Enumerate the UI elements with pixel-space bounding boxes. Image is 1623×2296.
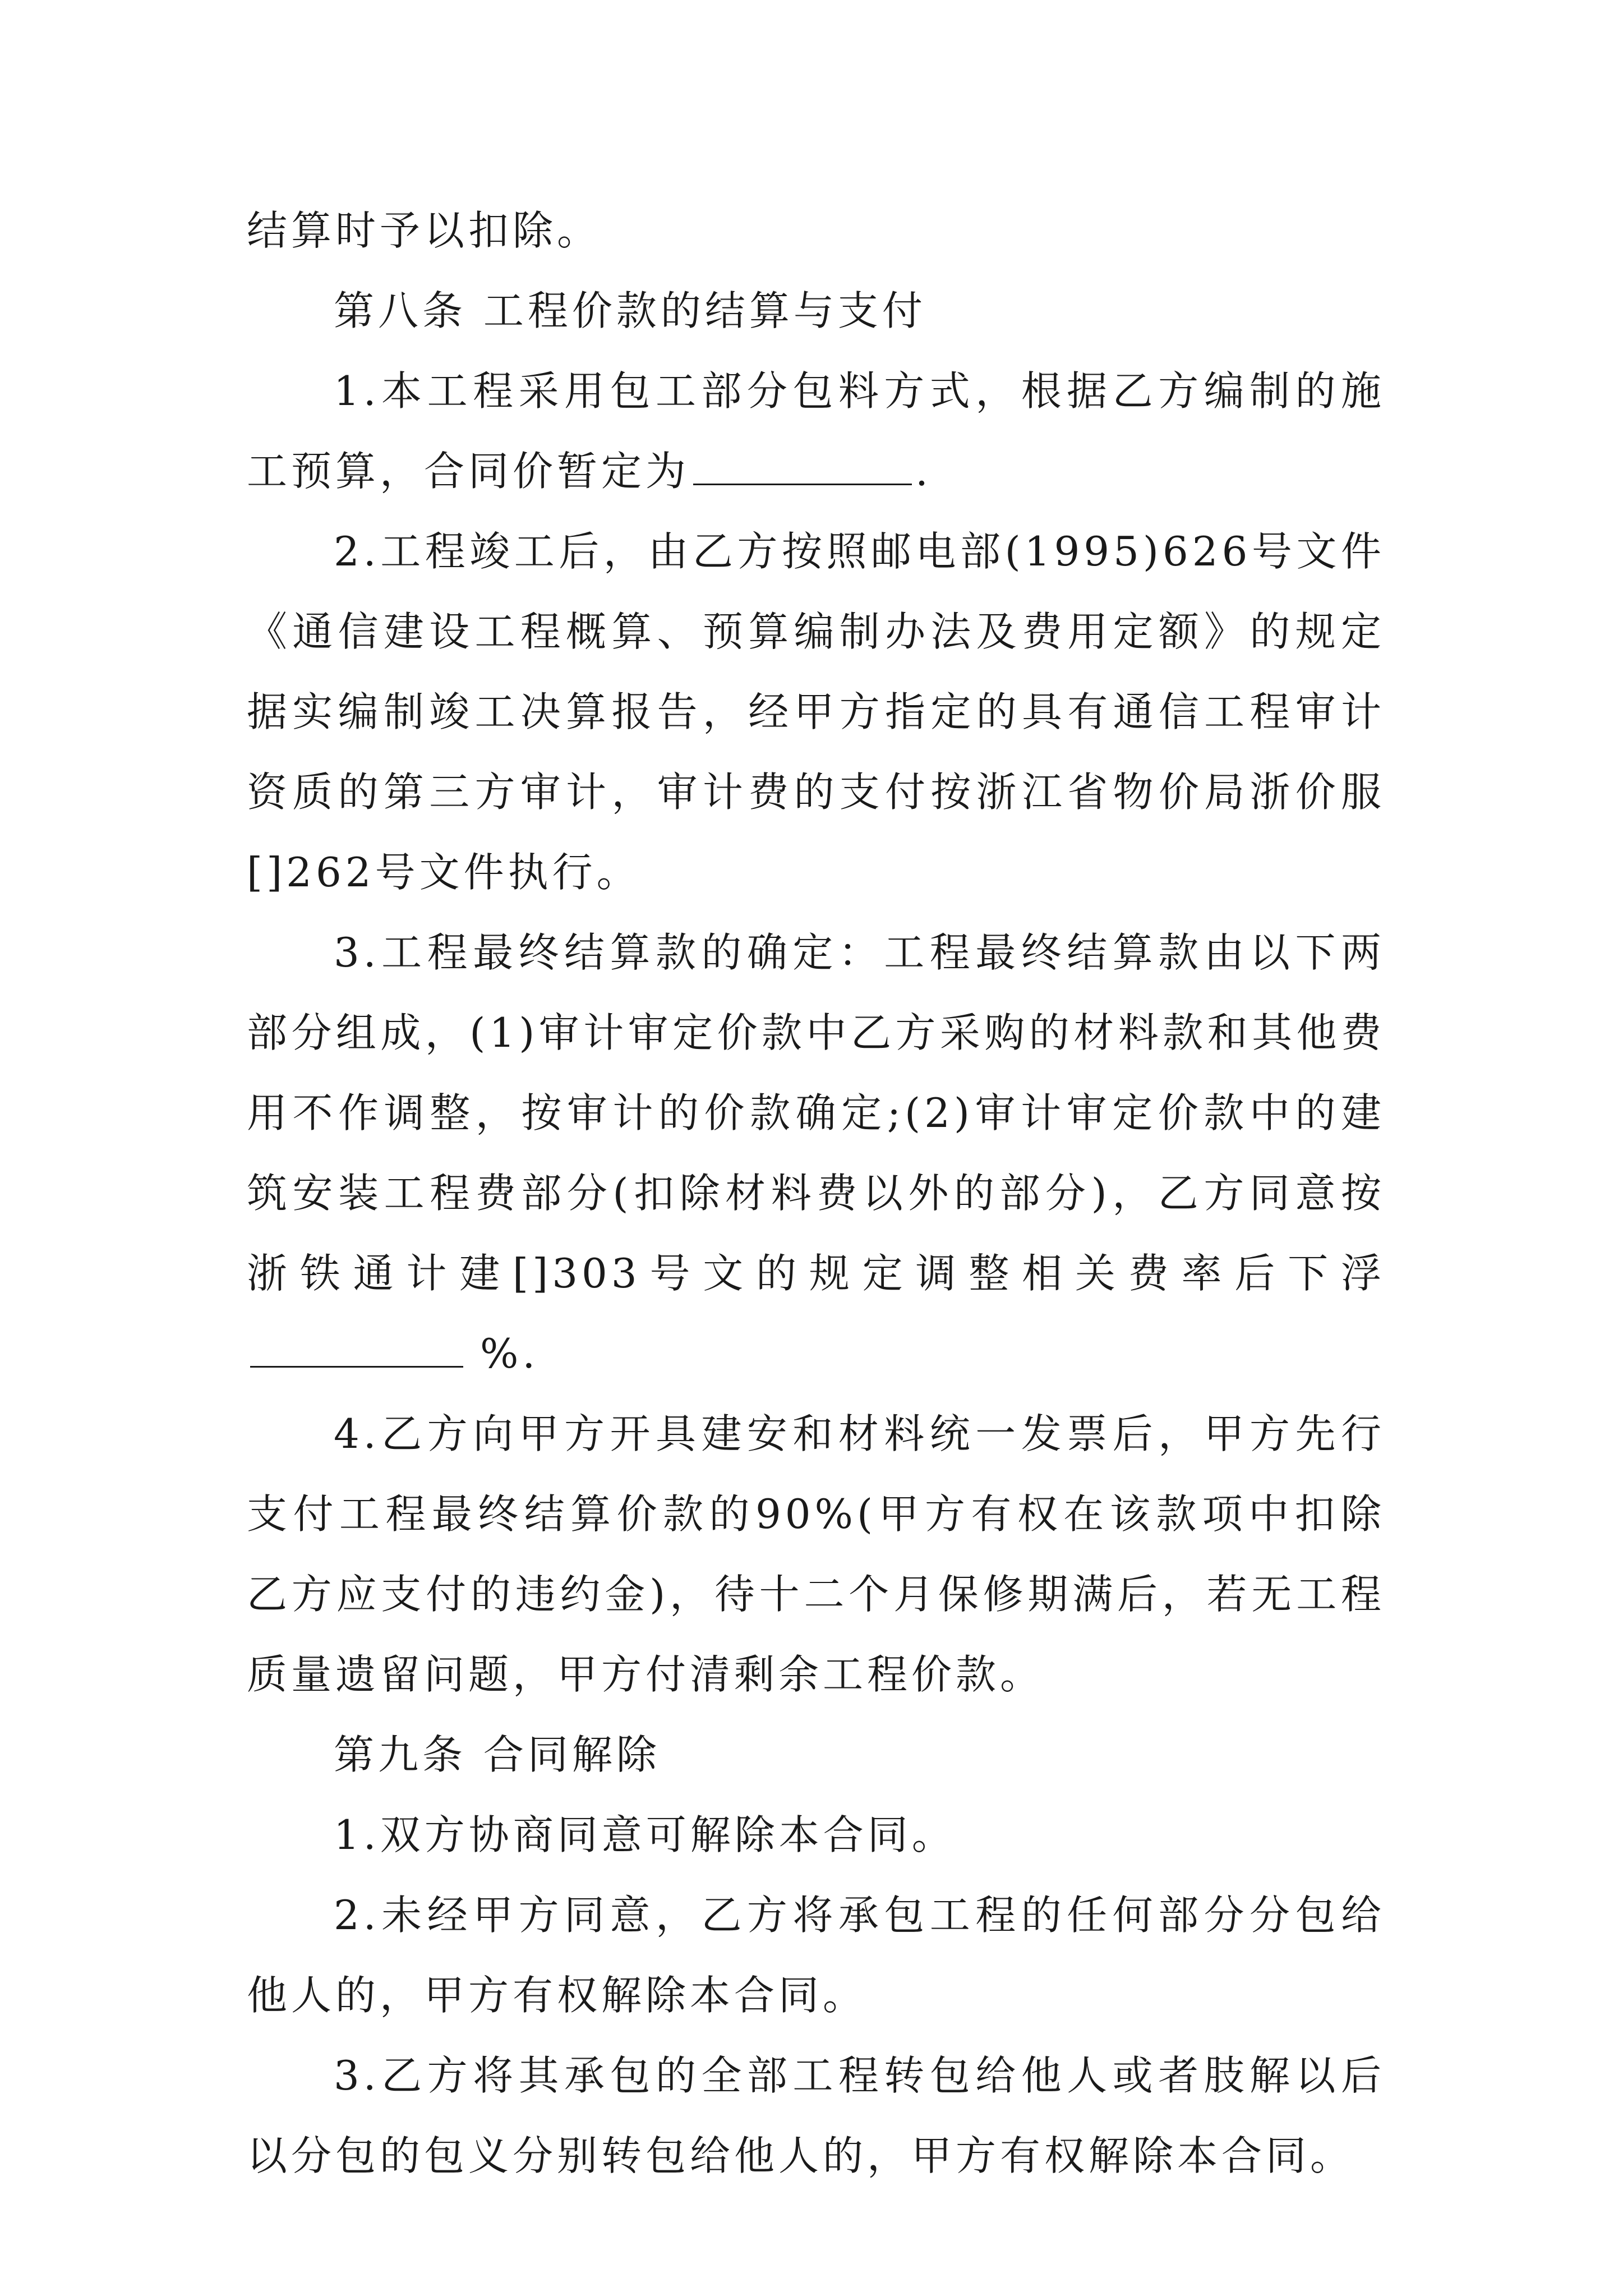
clause-8-3 [247,913,1385,1394]
clause-8-2: 2.工程竣工后，由乙方按照邮电部(1995)626号文件《通信建设工程概算、预算编制办法及费用定额》的规定据实编制竣工决算报告，经甲方指定的具有通信工程审计资质的第三方审计，审计费的支付按浙江省物价局浙价服[]262号文件执行。 [247,528,1385,896]
clause-9-3: 3.乙方将其承包的全部工程转包给他人或者肢解以后以分包的包义分别转包给他人的，甲方有权解除本合同。 [247,2052,1385,2179]
article-9-heading: 第九条 合同解除 [334,1731,661,1778]
article-8-heading: 第八条 工程价款的结算与支付 [334,287,926,334]
clause-8-4: 4.乙方向甲方开具建安和材料统一发票后，甲方先行支付工程最终结算价款的90%(甲方有权在该款项中扣除乙方应支付的违约金)，待十二个月保修期满后，若无工程质量遗留问题，甲方付清剩余工程价款。 [247,1410,1385,1698]
discount-rate-blank [250,1332,463,1368]
contract-price-blank [693,450,912,485]
clause-9-1: 1.双方协商同意可解除本合同。 [334,1811,956,1858]
clause-9-2: 2.未经甲方同意，乙方将承包工程的任何部分分包给他人的，甲方有权解除本合同。 [247,1892,1385,2019]
clause-8-1-end: . [915,448,932,495]
clause-8-3-text: 3.工程最终结算款的确定：工程最终结算款由以下两部分组成，(1)审计审定价款中乙方采购的材料款和其他费用不作调整，按审计的价款确定;(2)审计审定价款中的建筑安装工程费部分(扣除材料费以外的部分)，乙方同意按浙铁通计建[]303号文的规定调整相关费率后下浮 [247,929,1385,1297]
document-body [247,191,1385,2196]
clause-8-1-text: 1.本工程采用包工部分包料方式，根据乙方编制的施工预算，合同价暂定为 [247,367,1385,495]
clause-8-1 [247,351,1385,512]
clause-8-3-end: %. [480,1330,540,1377]
paragraph-settlement-deduction: 结算时予以扣除。 [247,207,602,254]
